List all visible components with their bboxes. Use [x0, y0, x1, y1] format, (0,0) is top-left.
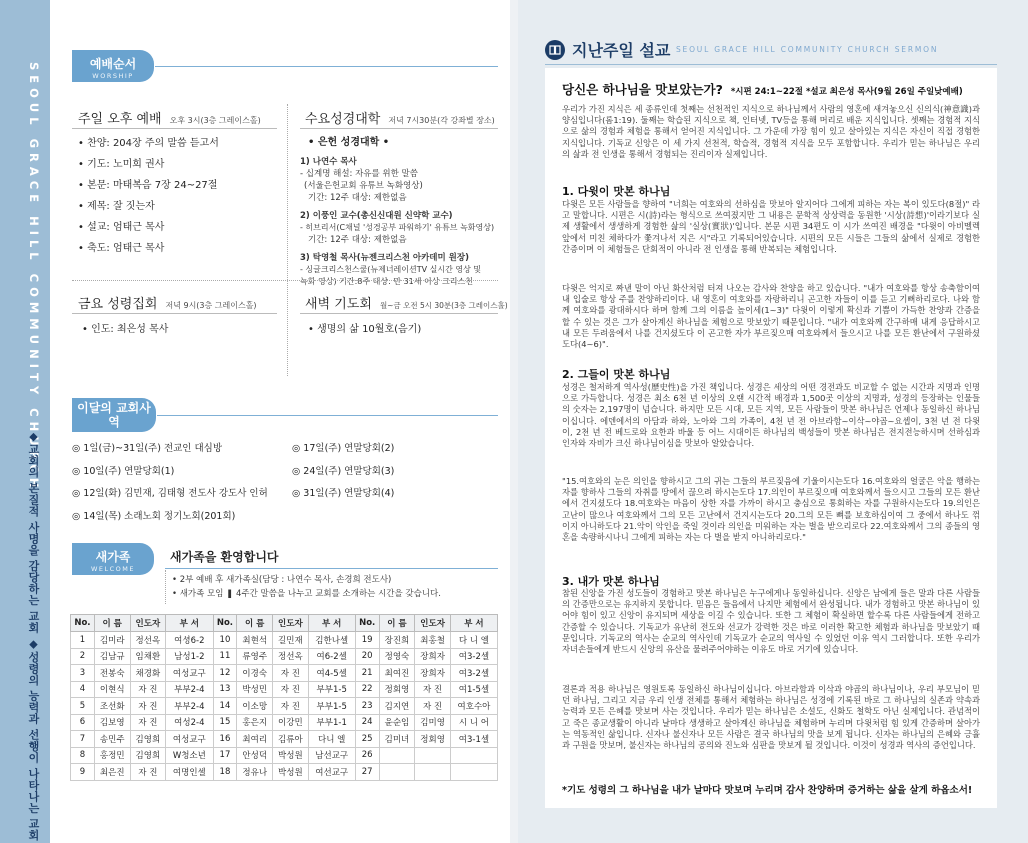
table-cell: 여6-2셀 [308, 648, 355, 665]
wed-item: - 히브리서(C채널 '성경공부 파워하기' 유튜브 녹화영상) [300, 223, 495, 232]
table-cell: 채경화 [130, 665, 166, 682]
worship-rule [155, 66, 498, 67]
table-cell: 장희자 [415, 665, 451, 682]
table-cell: 16 [213, 731, 237, 748]
table-cell: 여3-2셀 [450, 665, 497, 682]
table-cell: 24 [355, 714, 379, 731]
table-cell: 박성원 [273, 764, 309, 781]
table-cell [450, 747, 497, 764]
sermon-title [562, 80, 963, 98]
table-cell: 18 [213, 764, 237, 781]
table-cell: 7 [71, 731, 95, 748]
church-motto-vertical: ◆교회의 본질적 사명을 감당하는 교회 ◆성령의 능력과 선행이 나타나는 교회 [27, 430, 40, 841]
table-cell: 홍은지 [237, 714, 273, 731]
sermon-paragraph: 다윗은 억지로 짜낸 말이 아닌 화산처럼 터져 나오는 감사와 찬양을 하고 있습니다. "내가 여호와를 항상 송축함이여 내 입술로 항상 주를 찬양하리이다. 내 영혼이 여호와를 자랑하리니 곤고한 자들이 이를 듣고 기뻐하리로다. 나와 함께 여호와를 광대하시다 하며 함께 그의 이름을 높이세(1~3)" 다윗이 이렇게 확신과 기쁨이 가득한 찬양과 간증을 할 수 있는 것은 그가 살아계신 하나님을 체험으로 맛보았기 때문입니다. "내가 여호와께 간구하매 내게 응답하시고 내 모든 두려움에서 나를 건지셨도다 이 곤고한 자가 부르짖으매 여호와께서 들으시고 나를 모든 환난에서 구원하셨도다(4~6)". [562, 283, 980, 350]
table-cell: 홍정민 [94, 747, 130, 764]
wed-item: (서울은헌교회 유튜브 녹화영상) [304, 181, 423, 191]
col-header: 부 서 [166, 615, 213, 632]
col-header: 부 서 [450, 615, 497, 632]
table-cell: 이경숙 [237, 665, 273, 682]
table-row [71, 665, 498, 682]
table-cell: 10 [213, 632, 237, 649]
table-cell: 11 [213, 648, 237, 665]
worship-pill-en: WORSHIP [92, 72, 134, 80]
table-cell: 최현석 [237, 632, 273, 649]
table-cell: 자 진 [130, 714, 166, 731]
fri-subtitle: 저녁 9시(3층 그레이스홀) [165, 301, 257, 310]
table-cell: 류영주 [237, 648, 273, 665]
table-cell: 정유나 [237, 764, 273, 781]
events-left-list [72, 438, 268, 528]
events-rule [157, 415, 498, 416]
sermon-intro: 우리가 가진 지식은 세 종류인데 첫째는 선천적인 지식으로 하나님께서 사람의 영혼에 새겨놓으신 신의식(神意識)과 양심입니다(롬1:19). 둘째는 학습된 지식으로 책, 인터넷, TV등을 통해 머리로 배운 지식입니다. 셋째는 경험적 지식으로 삶의 경험과 체험을 통해서 얻어진 지식입니다. 그 가운데 가장 힘이 있고 살아있는 지식은 자신이 직접 경험한 지식입니다. 기독교 신앙은 이 세 가지 선천적, 학습적, 경험적 지식을 모두 포함합니다. 우리가 믿는 하나님은 우리의 삶과 전 인생을 통해서 경험되는 진리이자 실제입니다. [562, 104, 980, 159]
worship-pill-label: 예배순서 [89, 57, 137, 71]
table-cell: 여성2-4 [166, 714, 213, 731]
col-header: 부 서 [308, 615, 355, 632]
events-right-list [292, 438, 394, 506]
sunday-item: • 본문: 마태복음 7장 24~27절 [78, 180, 218, 191]
table-cell: 다니 엘 [308, 731, 355, 748]
table-cell: 김미영 [415, 714, 451, 731]
col-header: 인도자 [415, 615, 451, 632]
table-body [71, 632, 498, 781]
sermon-heading: 2. 그들이 맛본 하나님 [562, 368, 671, 381]
sunday-list [78, 133, 219, 259]
welcome-pill-label: 새가족 [95, 550, 131, 564]
table-cell: 박성민 [237, 681, 273, 698]
event-item: ◎ 1일(금)~31일(주) 전교인 대심방 [72, 443, 223, 454]
sermon-title-text: 당신은 하나님을 맛보았는가? [562, 82, 723, 97]
table-cell: 부부1-5 [308, 681, 355, 698]
sermon-prayer: *기도 성령의 그 하나님을 내가 날마다 맛보며 누리며 감사 찬양하며 증거하는 삶을 살게 하옵소서! [562, 785, 973, 796]
event-item: ◎ 14일(목) 소래노회 정기노회(201회) [72, 510, 236, 522]
table-cell: 여3-1셀 [450, 731, 497, 748]
sunday-item: • 제목: 잘 짓는자 [78, 201, 155, 212]
table-cell: 임채환 [130, 648, 166, 665]
col-header: 이 름 [94, 615, 130, 632]
dawn-title-text: 새벽 기도회 [305, 297, 372, 312]
table-cell: 윤순임 [379, 714, 415, 731]
table-row [71, 747, 498, 764]
table-cell: 자 진 [415, 698, 451, 715]
welcome-note: • 2부 예배 후 새가족실(담당 : 나연수 목사, 손경희 전도사) [172, 575, 392, 585]
table-cell: 자 진 [273, 698, 309, 715]
table-cell: 김지연 [379, 698, 415, 715]
table-cell: 여1-5셀 [450, 681, 497, 698]
table-cell: 21 [355, 665, 379, 682]
newcomer-table [70, 614, 498, 781]
wed-item: 3) 탁영철 목사(뉴젠크리스천 아카데미 원장) [300, 253, 469, 263]
sermon-scripture-quote: "15.여호와의 눈은 의인을 향하시고 그의 귀는 그들의 부르짖음에 기울이시는도다 16.여호와의 얼굴은 악을 행하는 자를 향하사 그들의 자취를 땅에서 끊으려 하시는도다 17.의인이 부르짖으매 여호와께서 들으시고 그들의 모든 환난에서 건지셨도다 18.여호와는 마음이 상한 자를 가까이 하시고 충심으로 통회하는 자를 구원하시는도다 19.의인은 고난이 많으나 여호와께서 그의 모든 고난에서 건지시는도다 20.그의 모든 뼈를 보호하심이여 그 중에서 하나도 꺾이지 아니하도다 21.악이 악인을 죽일 것이라 의인을 미워하는 자는 벌을 받으리로다 22.여호와께서 그의 종들의 영혼을 속량하시나니 그에게 피하는 자는 다 벌을 받지 아니하리로다." [562, 476, 980, 543]
sunday-service-title [78, 108, 261, 127]
event-item: ◎ 24일(주) 연말당회(3) [292, 465, 395, 477]
table-cell: 자 진 [130, 764, 166, 781]
table-cell: 이현식 [94, 681, 130, 698]
table-cell: 부부1-1 [308, 714, 355, 731]
table-cell: 13 [213, 681, 237, 698]
table-cell: 1 [71, 632, 95, 649]
table-cell: 안성덕 [237, 747, 273, 764]
table-cell: 김미라 [94, 632, 130, 649]
table-cell: 여선교구 [308, 764, 355, 781]
welcome-pill-en: WELCOME [90, 565, 136, 573]
welcome-title: 새가족을 환영합니다 [170, 550, 279, 564]
welcome-note: • 새가족 모임 ❚ 4주간 말씀을 나누고 교회를 소개하는 시간을 갖습니다. [172, 589, 441, 599]
table-cell: 정선옥 [273, 648, 309, 665]
dawn-subtitle: 월~금 오전 5시 30분(3층 그레이스홀) [379, 301, 508, 310]
table-cell: 최여리 [237, 731, 273, 748]
row-divider [72, 280, 498, 281]
table-cell: 여성교구 [166, 665, 213, 682]
table-cell: 부부1-5 [308, 698, 355, 715]
table-cell: 이강민 [273, 714, 309, 731]
table-cell: 최여진 [379, 665, 415, 682]
welcome-rule [165, 568, 498, 569]
sunday-title-text: 주일 오후 예배 [78, 112, 162, 127]
events-pill [72, 398, 156, 432]
wed-item: 녹화 영상) 기간:8주 대상: 만 31세 이상 크리스천 [300, 277, 473, 286]
table-cell: 여셩6-2 [166, 632, 213, 649]
table-cell: 12 [213, 665, 237, 682]
table-cell: 정회영 [379, 681, 415, 698]
table-row [71, 731, 498, 748]
table-cell: 여성교구 [166, 731, 213, 748]
sermon-paragraph: 성경은 철저하게 역사성(歷史性)을 가진 책입니다. 성경은 세상의 어떤 경전과도 비교할 수 없는 시간과 지명과 인명으로 가득합니다. 성경은 최소 6천 년 이상의 오랜 시간적 배경과 1,500곳 이상의 지명과, 성경의 등장하는 인물들의 숫자는 2,197명이 넘습니다. 하지만 모든 시대, 모든 지역, 모든 사람들이 맛본 하나님은 언제나 동일하신 하나님이십니다. 에덴에서의 아담과 하와, 노아와 그의 가족이, 4천 년 전 아브라함~이삭~야곱~요셉이, 3천 년 전 다윗이, 2천 년 전 베드로와 요한과 바울 등 어느 시대이든 하나님의 백성들이 맛본 하나님은 전지전능하시며 선하심과 인자와 자비가 크신 하나님이심을 맛보아 알았습니다. [562, 382, 980, 449]
church-name-vertical: SEOUL GRACE HILL COMMUNITY CHURCH [27, 62, 41, 493]
welcome-pill [72, 543, 154, 575]
wed-title [305, 108, 495, 127]
table-cell: 9 [71, 764, 95, 781]
table-cell: 15 [213, 714, 237, 731]
sermon-rule [545, 64, 997, 65]
sermon-heading: 3. 내가 맛본 하나님 [562, 575, 660, 588]
table-cell: 남성1-2 [166, 648, 213, 665]
welcome-note-bar [165, 570, 166, 604]
table-cell: 김류아 [273, 731, 309, 748]
table-cell: 25 [355, 731, 379, 748]
wed-item: 2) 이풍인 교수(총신신대원 신약학 교수) [300, 211, 453, 221]
sunday-subtitle: 오후 3시(3층 그레이스홀) [169, 116, 261, 125]
sunday-item: • 축도: 엄태근 목사 [78, 243, 165, 254]
table-cell: 자 진 [273, 665, 309, 682]
table-cell: 박성원 [273, 747, 309, 764]
table-row [71, 681, 498, 698]
table-cell: 8 [71, 747, 95, 764]
table-cell [379, 764, 415, 781]
table-cell: 최은진 [94, 764, 130, 781]
welcome-notes [172, 573, 441, 601]
sermon-reference: *시편 24:1~22절 *설교 최은성 목사(9월 26일 주일낮예배) [730, 87, 963, 97]
table-cell: 26 [355, 747, 379, 764]
sermon-paragraph: 다윗은 모든 사람들을 향하여 "너희는 여호와의 선하심을 맛보아 알지어다 그에게 피하는 자는 복이 있도다(8절)" 라고 말합니다. 시편은 시(詩)라는 형식으로 쓰여졌지만 그 내용은 문학적 상상력을 동원한 '시상(詩想)'이라기보다 실제 생활에서 생생하게 경험한 삶의 '실상(實狀)'입니다. 본문 시편 34편도 이 시가 쓰여진 배경을 "다윗이 아비멜렉 앞에서 미친 체하다가 쫓겨나서 지은 시"라고 기록되어있습니다. 시편의 모든 시들은 그들의 삶에서 실제로 경험한 간증이며 이 체험들은 단회적이 아니라 전 인생을 통해 반복되는 체험입니다. [562, 199, 980, 254]
wed-item: 기간: 12주 대상: 제한없음 [308, 193, 407, 203]
sunday-item: • 설교: 엄태근 목사 [78, 222, 165, 233]
table-cell: 여4-5셀 [308, 665, 355, 682]
table-cell: 김영희 [130, 731, 166, 748]
table-cell: 4 [71, 681, 95, 698]
col-header: No. [355, 615, 379, 632]
wed-subtitle: 저녁 7시30분(각 강좌별 장소) [388, 116, 495, 125]
sermon-conclusion: 결론과 적용 하나님은 영원토록 동일하신 하나님이십니다. 아브라함과 이삭과 야곱의 하나님이나, 우리 부모님이 믿던 하나님, 그리고 지금 우리 인생 전체를 통해서 체험하는 하나님은 성경에 기록된 바로 그 하나님의 실존과 약속과 능력과 모든 은혜를 맛보며 사는 것입니다. 우리가 믿는 하나님은 소설도, 신화도 철학도 아닌 실제입니다. 관념적이고 죽은 종교생활이 아니라 날마다 생생하고 살아계신 하나님을 체험하며 누리며 다윗처럼 힘 있게 간증하며 살아가는 역동적인 삶입니다. 신자나 불신자나 모든 사람은 결국 하나님의 맛을 보게 됩니다. 신자는 하나님의 은혜와 긍휼과 구원을 맛보며, 불신자는 하나님의 공의와 진노와 심판을 맛보게 될 것입니다. 이것이 성경과 역사의 증언입니다. [562, 684, 980, 751]
table-cell [415, 764, 451, 781]
fri-title-text: 금요 성령집회 [78, 297, 158, 312]
table-cell: 14 [213, 698, 237, 715]
wed-rule [300, 128, 498, 129]
table-cell: 19 [355, 632, 379, 649]
table-cell: 자 진 [130, 681, 166, 698]
table-cell: 22 [355, 681, 379, 698]
wed-title-text: 수요성경대학 [305, 112, 381, 127]
table-cell: 23 [355, 698, 379, 715]
table-cell: 2 [71, 648, 95, 665]
table-cell: 자 진 [273, 681, 309, 698]
sunday-item: • 찬양: 204장 주의 말씀 듣고서 [78, 138, 219, 149]
col-header: No. [71, 615, 95, 632]
page-fold [510, 0, 518, 843]
event-item: ◎ 17일(주) 연말당회(2) [292, 443, 395, 454]
table-cell: 김남규 [94, 648, 130, 665]
side-banner [0, 0, 50, 843]
dawn-rule [300, 313, 498, 314]
sermon-paragraph: 참된 신앙을 가진 성도들이 경험하고 맛본 하나님은 누구에게나 동일하십니다. 신앙은 남에게 들은 말과 다른 사람들의 간증만으로는 유지하지 못합니다. 믿음은 들음에서 나지만 체험에서 완성됩니다. 내가 경험하고 맛본 하나님이 있어야 힘이 있고 신앙이 유지되며 세상을 이길 수 있습니다. 또한 그 체험이 확실하면 할수록 다른 사람들에게 전하고 간증할 수 있습니다. 기독교가 유난히 전도와 선교가 강력한 것은 바로 이러한 확고한 체험과 하나님을 맛보았기 때문입니다. 기독교의 역사는 순교의 역사인데 기독교가 순교의 역사일 수 있었던 이유 역시 그러합니다. 또한 우리가 자녀손들에게 반드시 신앙의 유산을 물려주어야하는 이유도 바로 거기에 있습니다. [562, 588, 980, 655]
table-row [71, 648, 498, 665]
wed-heading: • 은헌 성경대학 • [308, 137, 390, 148]
sermon-section-en: SEOUL GRACE HILL COMMUNITY CHURCH SERMON [676, 45, 939, 54]
table-cell [415, 747, 451, 764]
table-cell: 김영희 [130, 747, 166, 764]
dawn-title [305, 293, 508, 312]
table-row [71, 632, 498, 649]
table-cell: 5 [71, 698, 95, 715]
table-cell: 이소망 [237, 698, 273, 715]
table-cell: 17 [213, 747, 237, 764]
table-cell: 김보영 [94, 714, 130, 731]
table-header-row [71, 615, 498, 632]
table-cell: 장진희 [379, 632, 415, 649]
table-cell: 송민주 [94, 731, 130, 748]
worship-pill [72, 50, 154, 82]
col-header: 이 름 [237, 615, 273, 632]
col-header: 이 름 [379, 615, 415, 632]
table-row [71, 698, 498, 715]
table-cell: 조선화 [94, 698, 130, 715]
table-cell: 여명인셀 [166, 764, 213, 781]
table-cell: 장희자 [415, 648, 451, 665]
wed-item: 1) 나연수 목사 [300, 157, 357, 167]
table-cell: 부부2-4 [166, 698, 213, 715]
table-cell: 정영숙 [379, 648, 415, 665]
table-cell [379, 747, 415, 764]
table-cell: 자 진 [130, 698, 166, 715]
table-cell [450, 764, 497, 781]
wed-item: - 싱글크리스천스쿨(뉴제너레이션TV 실시간 영상 및 [300, 265, 482, 274]
events-pill-label: 이달의 교회사역 [77, 401, 151, 429]
table-cell: 6 [71, 714, 95, 731]
fri-item: • 인도: 최은성 목사 [82, 324, 169, 335]
table-cell: 27 [355, 764, 379, 781]
table-row [71, 714, 498, 731]
table-cell: 여3-2셀 [450, 648, 497, 665]
book-icon [545, 40, 565, 60]
col-header: 인도자 [130, 615, 166, 632]
fri-rule [72, 313, 277, 314]
table-cell: 남선교구 [308, 747, 355, 764]
event-item: ◎ 31일(주) 연말당회(4) [292, 488, 395, 499]
table-cell: 자 진 [415, 681, 451, 698]
table-cell: 부부2-4 [166, 681, 213, 698]
event-item: ◎ 12일(화) 김민재, 김태형 전도사 강도사 인허 [72, 488, 268, 499]
dawn-item: • 생명의 삶 10월호(음기) [308, 324, 422, 335]
col-header: 인도자 [273, 615, 309, 632]
table-cell: 길민재 [273, 632, 309, 649]
wed-item: - 십계명 해설: 자유를 위한 말씀 [300, 169, 418, 179]
table-cell: 다 니 엘 [450, 632, 497, 649]
table-cell: 정회영 [415, 731, 451, 748]
table-cell: 여호수아 [450, 698, 497, 715]
col-header: No. [213, 615, 237, 632]
column-divider [287, 104, 288, 376]
table-cell: 3 [71, 665, 95, 682]
table-cell: 전봉숙 [94, 665, 130, 682]
table-cell: W청소년 [166, 747, 213, 764]
wed-list [300, 156, 500, 288]
wed-item: 기간: 12주 대상: 제한없음 [308, 235, 407, 245]
table-cell: 김미녀 [379, 731, 415, 748]
sunday-rule [72, 128, 277, 129]
fri-title [78, 293, 257, 312]
sunday-item: • 기도: 노미희 권사 [78, 159, 165, 170]
table-row [71, 764, 498, 781]
table-cell: 김한나셀 [308, 632, 355, 649]
sermon-heading: 1. 다윗이 맛본 하나님 [562, 185, 671, 198]
sermon-section-title: 지난주일 설교 [572, 41, 671, 60]
table-cell: 20 [355, 648, 379, 665]
table-cell: 최홍철 [415, 632, 451, 649]
table-cell: 시 니 어 [450, 714, 497, 731]
event-item: ◎ 10일(주) 연말당회(1) [72, 465, 175, 477]
table-cell: 정선옥 [130, 632, 166, 649]
